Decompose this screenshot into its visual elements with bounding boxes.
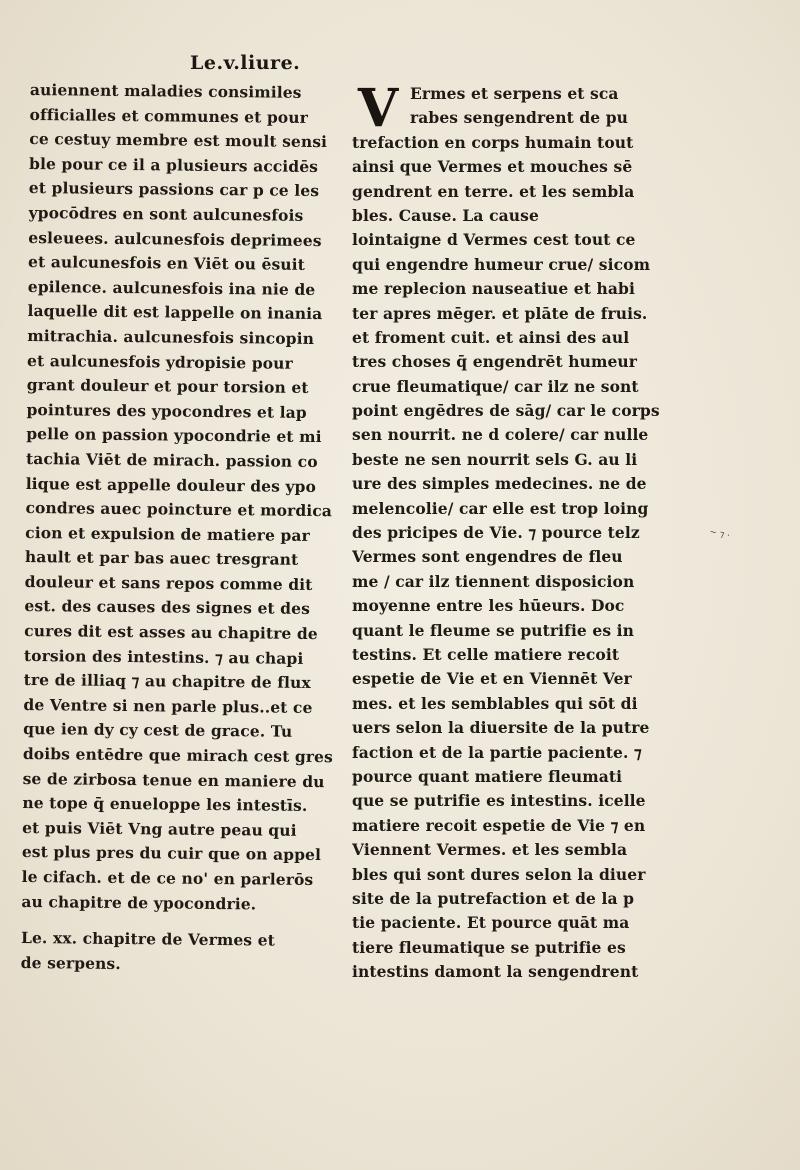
text-line: lointaigne d Vermes cest tout ce — [352, 230, 636, 250]
text-line: Ermes et serpens et sca — [410, 84, 619, 103]
text-line: pelle on passion ypocondrie et mi — [26, 424, 322, 447]
text-line: ainsi que Vermes et mouches sē — [352, 157, 633, 177]
text-line: tie paciente. Et pource quāt ma — [352, 913, 630, 933]
text-line: mes. et les semblables qui sōt di — [352, 693, 638, 713]
text-line: tachia Viēt de mirach. passion co — [25, 448, 318, 471]
text-line: et puis Viēt Vng autre peau qui — [22, 817, 297, 840]
text-line: torsion des intestins. ⁊ au chapi — [23, 645, 304, 668]
text-line: ure des simples medecines. ne de — [352, 474, 647, 494]
text-line: quant le fleume se putrifie es in — [352, 620, 635, 640]
text-line: gendrent en terre. et les sembla — [352, 181, 635, 201]
text-line: tiere fleumatique se putrifie es — [352, 937, 626, 957]
text-line: cures dit est asses au chapitre de — [24, 621, 318, 644]
text-line: laquelle dit est lappelle on inania — [27, 301, 323, 324]
text-line: trefaction en corps humain tout — [352, 132, 634, 152]
text-line: epilence. aulcunesfois ina nie de — [27, 276, 316, 299]
text-line: ne tope q̄ enueloppe les intestīs. — [22, 793, 308, 816]
text-line: bles qui sont dures selon la diuer — [352, 864, 646, 884]
text-line: moyenne entre les hūeurs. Doc — [352, 596, 625, 616]
text-line: sen nourrit. ne d colere/ car nulle — [352, 425, 649, 445]
text-line: espetie de Vie et en Viennēt Ver — [352, 669, 632, 689]
text-line: condres auec poincture et mordica — [25, 498, 333, 521]
text-line: rabes sengendrent de pu — [410, 108, 629, 128]
text-line: bles. Cause. La cause — [352, 205, 539, 225]
text-line: et plusieurs passions car p ce les — [28, 178, 320, 201]
text-line: pointures des ypocondres et lap — [26, 399, 307, 422]
text-line: et froment cuit. et ainsi des aul — [352, 327, 630, 347]
running-header: Le.v.liure. — [190, 52, 301, 74]
text-line: ble pour ce il a plusieurs accidēs — [29, 153, 319, 176]
text-line: officialles et communes et pour — [29, 104, 309, 127]
text-line: point engēdres de sāg/ car le corps — [352, 401, 660, 421]
text-line: esleuees. aulcunesfois deprimees — [28, 227, 322, 250]
left-text-column — [21, 78, 340, 979]
text-line: melencolie/ car elle est trop loing — [352, 498, 649, 518]
text-line: Vermes sont engendres de fleu — [352, 547, 623, 567]
text-line: grant douleur et pour torsion et — [26, 375, 309, 398]
drop-capital: V — [357, 78, 399, 139]
text-line: douleur et sans repos comme dit — [24, 571, 313, 594]
text-line: est. des causes des signes et des — [24, 596, 311, 619]
text-line: me / car ilz tiennent disposicion — [352, 571, 635, 591]
margin-note: ~ ⁊ · — [708, 527, 731, 542]
text-line: testins. Et celle matiere recoit — [352, 644, 620, 664]
text-line: au chapitre de ypocondrie. — [21, 891, 257, 914]
text-line: faction et de la partie paciente. ⁊ — [352, 742, 642, 762]
text-line: et aulcunesfois en Viēt ou ēsuit — [27, 252, 306, 275]
text-line: tre de illiaq ⁊ au chapitre de flux — [23, 670, 311, 693]
text-line: hault et par bas auec tresgrant — [24, 547, 299, 570]
text-line: Viennent Vermes. et les sembla — [352, 840, 628, 860]
text-line: auiennent maladies consimiles — [29, 79, 302, 102]
text-line: est plus pres du cuir que on appel — [21, 842, 322, 865]
text-line: le cifach. et de ce no' en parlerōs — [21, 866, 314, 890]
text-line: crue fleumatique/ car ilz ne sont — [352, 376, 639, 396]
text-line: me replecion nauseatiue et habi — [352, 279, 635, 299]
text-line: site de la putrefaction et de la p — [352, 888, 635, 908]
text-line: ypocōdres en sont aulcunesfois — [28, 202, 304, 225]
text-line: se de zirbosa tenue en maniere du — [22, 768, 325, 791]
text-line: qui engendre humeur crue/ sicom — [352, 254, 651, 274]
text-line: des pricipes de Vie. ⁊ pource telz — [352, 523, 640, 543]
text-line: matiere recoit espetie de Vie ⁊ en — [352, 815, 646, 835]
text-line: Le. xx. chapitre de Vermes et — [20, 928, 276, 950]
text-line: de Ventre si nen parle plus..et ce — [23, 694, 313, 717]
text-line: de serpens. — [20, 952, 121, 973]
text-line: lique est appelle douleur des ypo — [25, 473, 317, 496]
text-line: uers selon la diuersite de la putre — [352, 718, 650, 738]
text-line: que ien dy cy cest de grace. Tu — [23, 719, 293, 742]
text-line: tres choses q̄ engendrēt humeur — [352, 352, 638, 372]
text-line: intestins damont la sengendrent — [352, 962, 639, 982]
right-text-column — [352, 78, 697, 984]
text-line: mitrachia. aulcunesfois sincopin — [27, 325, 315, 348]
text-line: doibs entēdre que mirach cest gres — [22, 743, 333, 767]
text-line: ter apres mēger. et plāte de fruis. — [352, 303, 648, 323]
text-line: cion et expulsion de matiere par — [25, 522, 310, 545]
text-line: ce cestuy membre est moult sensi — [29, 129, 328, 152]
text-line: beste ne sen nourrit sels G. au li — [352, 449, 638, 469]
text-line: et aulcunesfois ydropisie pour — [26, 350, 293, 373]
text-line: que se putrifie es intestins. icelle — [352, 791, 646, 811]
text-line: pource quant matiere fleumati — [352, 766, 623, 786]
